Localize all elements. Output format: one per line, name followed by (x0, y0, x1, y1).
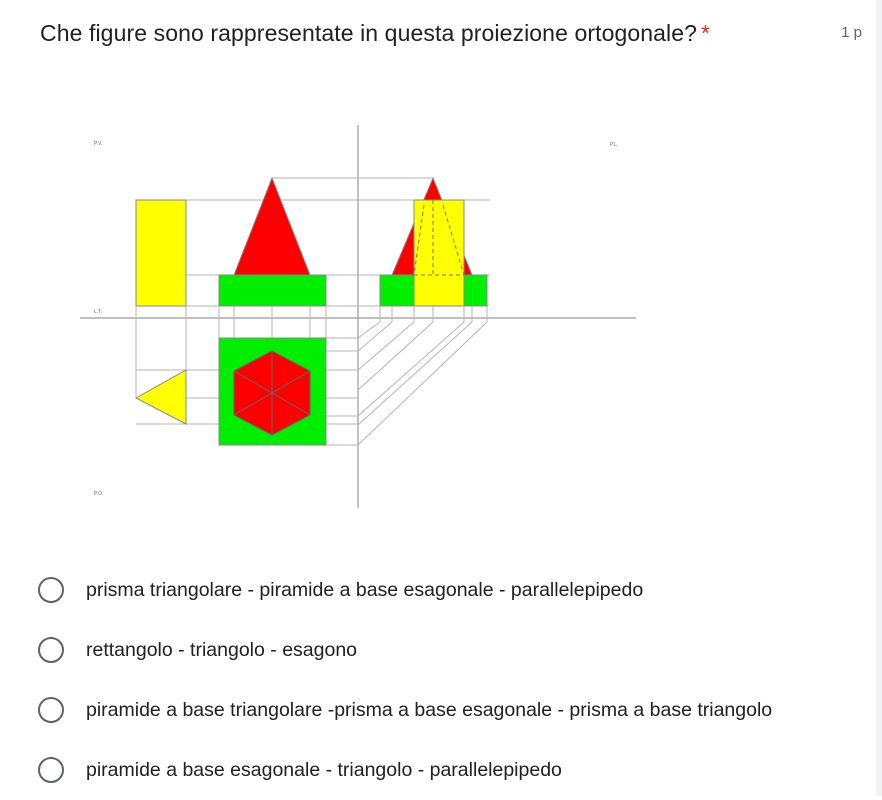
question-text: Che figure sono rappresentate in questa proiezione ortogonale? (40, 20, 698, 46)
label-lt: L.T. (94, 309, 103, 315)
option-label-1: prisma triangolare - piramide a base esagonale - parallelepipedo (86, 579, 644, 601)
option-1[interactable] (38, 560, 878, 620)
yellow-triangle-top (136, 370, 186, 424)
radio-button-4[interactable] (38, 757, 64, 783)
radio-button-3[interactable] (38, 697, 64, 723)
option-4[interactable] (38, 740, 878, 800)
green-base-front (219, 275, 326, 306)
required-asterisk: * (701, 20, 711, 46)
label-po: P.O. (94, 491, 104, 497)
scrollbar-track[interactable] (876, 0, 882, 796)
option-label-2: rettangolo - triangolo - esagono (86, 639, 358, 661)
points-label: 1 p (841, 24, 862, 41)
label-pl: P.L. (610, 142, 619, 148)
option-3[interactable] (38, 680, 878, 740)
option-label-3: piramide a base triangolare -prisma a base esagonale - prisma a base triangolo (86, 699, 773, 721)
option-label-4: piramide a base esagonale - triangolo - parallelepipedo (86, 759, 562, 781)
label-pv: P.V. (94, 141, 103, 147)
answer-options (38, 560, 878, 800)
construction-lines-diagonal (358, 322, 487, 445)
orthogonal-projection-image (78, 120, 640, 512)
question-title (40, 18, 710, 48)
option-2[interactable] (38, 620, 878, 680)
yellow-rectangle-front (136, 200, 186, 306)
red-triangle-front (234, 178, 310, 275)
yellow-rectangle-side (414, 200, 464, 306)
radio-button-1[interactable] (38, 577, 64, 603)
radio-button-2[interactable] (38, 637, 64, 663)
